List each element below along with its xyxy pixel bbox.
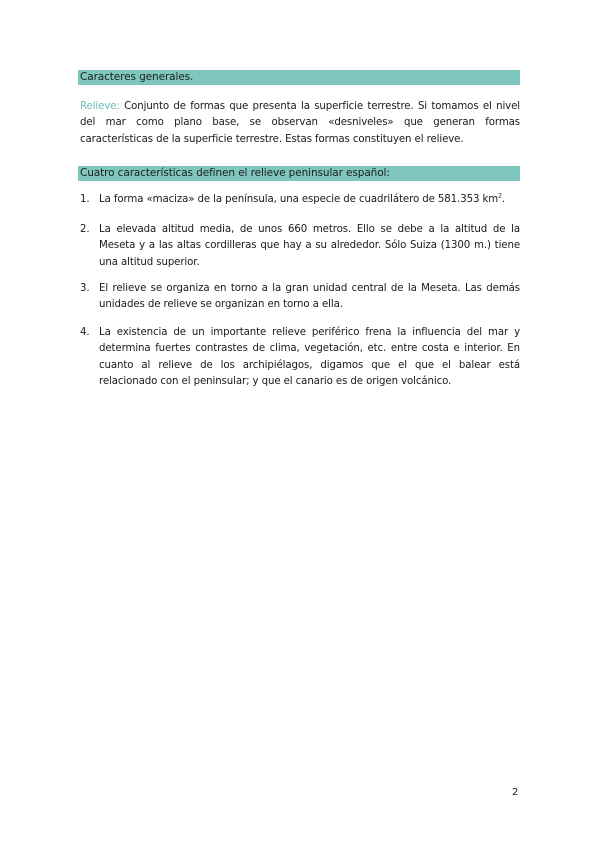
list-item-text: La existencia de un importante relieve periférico frena la influencia del mar y determina fuertes contrastes de clima, vegetación, etc. entre costa e interior. En cuanto al relieve de los archipiélagos, digamos que el que el balear está relacionado con el peninsular; y que el canario es de origen volcánico. — [99, 327, 520, 387]
list-item-number: 1. — [80, 194, 90, 205]
list-item-number: 3. — [80, 283, 90, 294]
section-heading-general-text: Caracteres generales. — [80, 71, 194, 83]
list-item-text: El relieve se organiza en torno a la gran unidad central de la Meseta. Las demás unidades de relieve se organizan en torno a ella. — [99, 283, 520, 311]
list-item-number: 2. — [80, 224, 90, 235]
section-heading-characteristics-text: Cuatro características definen el relieve peninsular español: — [80, 167, 390, 179]
list-item-text — [99, 192, 520, 208]
list-item-number: 4. — [80, 327, 90, 338]
relieve-text: Conjunto de formas que presenta la superficie terrestre. Si tomamos el nivel del mar como plano base, se observan «desniveles» que generan formas características de la superficie terrestre. Estas formas constituyen el relieve. — [80, 101, 520, 145]
relieve-paragraph — [80, 99, 520, 148]
list-item-text-suffix: . — [501, 194, 505, 205]
list-item-text-body: La forma «maciza» de la península, una especie de cuadrilátero de 581.353 km — [99, 194, 499, 205]
relieve-label: Relieve: — [80, 101, 120, 112]
section-heading-general — [78, 70, 520, 85]
page-number: 2 — [512, 787, 519, 798]
list-item-text: La elevada altitud media, de unos 660 metros. Ello se debe a la altitud de la Meseta y a las altas cordilleras que hay a su alrededor. Sólo Suiza (1300 m.) tiene una altitud superior. — [99, 224, 520, 268]
section-heading-characteristics — [78, 166, 520, 181]
superscript: 2 — [498, 192, 502, 200]
